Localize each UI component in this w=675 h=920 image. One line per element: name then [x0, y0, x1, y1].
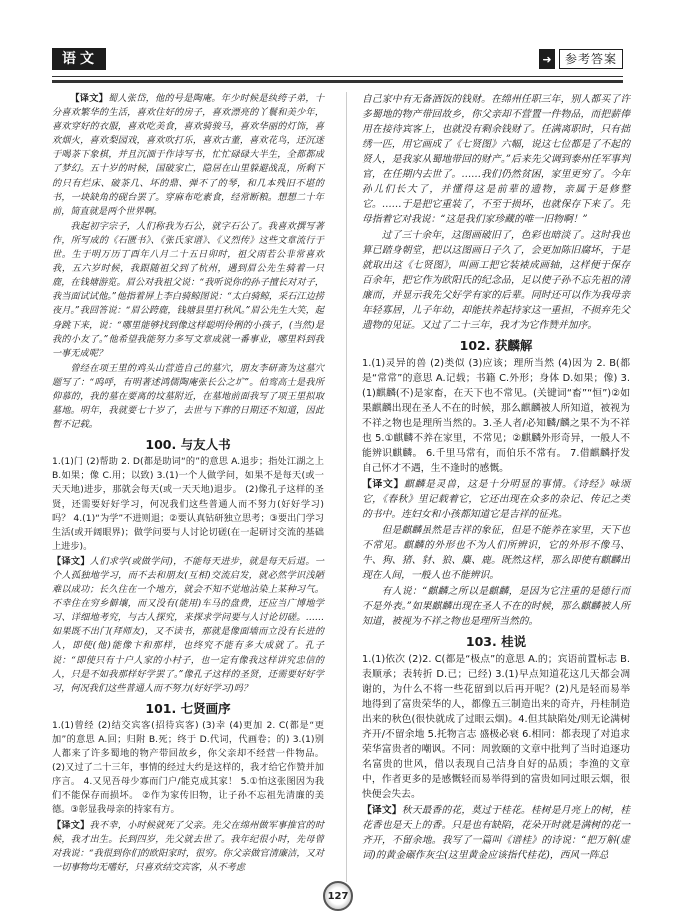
translation-99-part3: 曾经在项王里的鸡头山营造自己的墓穴，朋友李研斋为这墓穴题写了：“呜呼，有明著述鸿儒陶庵张长公之圹”。伯鸾高士是我所仰慕的，我的墓在要离的坟墓附近，在墓地前面我写了项王里拟取墓地。明年，我就要七十岁了，去世与下葬的日期还不知道，因此暂不记载。 — [52, 362, 324, 431]
left-column — [52, 92, 324, 876]
translation-101-part2: 自己家中有无备酒饭的钱财。在绵州任职三年，别人都买了许多蜀地的物产带回故乡，你父亲却不营置一件物品，而把薪俸用在接待宾客上，也就没有剩余钱财了。任满离职时，只有拙绣一匹，用它画成了《七贤图》六幅，说这七位都是了不起的贤人，是我家从蜀地带回的财产。”后来先父调到泰州任军事判官，在任期内去世了。……我们仍然贫困，家里更穷了。今年孙儿们长大了，并懂得这是前辈的遗物，亲属于是修整它。……于是把它重装了，不至于损坏，也就保存下来了。先母指着它对我说：“这是我们家珍藏的唯一旧物啊！” — [362, 94, 630, 225]
header-subject-area — [52, 48, 106, 70]
translation-label: 【译文】 — [52, 555, 90, 567]
column-divider — [346, 92, 347, 882]
header-rule-thick — [52, 80, 623, 83]
translation-102-part2: 但是麒麟虽然是吉祥的象征，但是不能养在家里，天下也不常见。麒麟的外形也不为人们所辨识，它的外形不像马、牛、狗、猪、豺、狼、麋、鹿。既然这样，那么即使有麒麟出现在人间，一般人也不能辨识。 — [362, 525, 630, 581]
arrow-icon: ➜ — [539, 49, 555, 69]
header-rule — [52, 76, 623, 77]
answers-101: 1.(1)曾经 (2)结交宾客(招待宾客) (3)幸 (4)更加 2. C(都是“更加”的意思 A.回；归附 B.死；终于 D.代词，代画卷；的) 3.(1)别人都来了许多蜀地的物产带回故乡，你父亲却不经营一件物品。 (2)又过了二十三年，事情的经过大约是这样的，我才给它作赞并加序言。 4.又见吾母少寡而门户/能克成其家！ 5.①怕这张图因为我们不能保存而损坏。 ②作为家传旧物，让子孙不忘祖先清廉的美德。③彰显我母亲的持家有方。 — [52, 719, 324, 816]
answers-label: 参考答案 — [559, 49, 623, 69]
answers-100: 1.(1)门 (2)帮助 2. D(都是助词“的”的意思 A.退步；指处江湖之上 B.如果；像 C.用；以致) 3.(1)一个人做学问，如果不是每天(或一天天地)进步，那就会每天(或一天天地)退步。 (2)像孔子这样的圣贤，还需要好好学习，何况我们这些普通人而不努力(好好学习)吗？ 4.(1)“为学”不进则退；②要认真钻研独立思考；③要出门学习生活(或开阔眼界)；做学问要与人讨论切磋(在一起研讨交流的基础上进步)。 — [52, 456, 324, 552]
translation-label: 【译文】 — [362, 479, 405, 490]
translation-99-part1: 【译文】蜀人张岱，他的号是陶庵。年少时候是纨绔子弟，十分喜欢繁华的生活，喜欢住好的房子，喜欢漂亮的丫鬟和美少年，喜欢穿好的衣服，喜欢吃美食，喜欢骑骏马，喜欢华丽的灯饰，喜欢烟火，喜欢梨园戏，喜欢吹打乐，喜欢古董，喜欢花鸟，还沉迷于喝茶下象棋，并且沉湎于作诗写书，忙忙碌碌大半生，全都都成了梦幻。五十岁的时候，国破家亡，隐居在山里躲避战乱，所剩下的只有烂床、破茶几、坏的鼎、弹不了的琴，和几本残旧不堪的书，一块缺角的砚台罢了。穿麻布吃素食，经常断粮。想想二十年前，简直就是两个世界啊。 — [52, 93, 325, 217]
answers-103: 1.(1)依次 (2)2. C(都是“极点”的意思 A.的；宾语前置标志 B.表顺承；表转折 D.已；已经) 3.(1)早点知道花这几天都会凋谢的，为什么不将一些花留到以后再开呢？(2)凡是轻而易举地得到了富贵荣华的人，都像五三制造出来的奇卉，丹桂制造出来的秋色(很快就成了过眼云烟)。4.但其缺陷处/则无论满树齐开/不留余地 5.托物言志 盛极必衰 6.相同：都表现了对追求荣华富贵者的嘲讽。不同：周敦颐的文章中批判了当时追逐功名富贵的世风，借以表现自己洁身自好的品质；李渔的文章中，作者更多的是感慨轻而易举得到的富贵如同过眼云烟，很快便会失去。 — [362, 654, 630, 800]
translation-label: 【译文】 — [52, 819, 90, 831]
section-title-103: 103. 桂说 — [465, 634, 527, 649]
section-title-102: 102. 获麟解 — [459, 338, 533, 353]
translation-label: 【译文】 — [362, 805, 402, 816]
page-number: 127 — [323, 881, 353, 911]
translation-99-part2: 我起初字宗子，人们称我为石公，就字石公了。我喜欢撰写著作，所写成的《石匮书》、《张氏家谱》、《义烈传》这些文章流行于世。生于明万历丁酉年八月二十五日卯时，祖父雨若公非常喜欢我，五六岁时候，我跟随祖父到了杭州，遇到眉公先生骑着一只鹿，在钱塘游览。眉公对我祖父说：“我听说你的孙子擅长对对子，我当面试试他。”他指着屏上李白骑鲸图说：“太白骑鲸，采石江边捞夜月。”我回答说：“眉公跨鹿，钱塘县里打秋风。”眉公先生大笑，起身跳下来，说：“哪里能够找到像这样聪明伶俐的小孩子，(当然)是我的小友了。”他希望我能努力多写文章成就一番事业，哪里料到我一事无成呢？ — [52, 220, 324, 359]
translation-102-part1: 【译文】麒麟是灵兽，这是十分明显的事情。《诗经》咏颂它，《春秋》里记载着它，它还出现在众多的杂记、传记之类的书中。连妇女和小孩都知道它是吉祥的征兆。 — [362, 479, 631, 520]
subject-label: 语文 — [52, 48, 106, 70]
section-title-101: 101. 七贤画序 — [145, 700, 231, 716]
header-answers-area — [539, 48, 623, 70]
translation-label: 【译文】 — [70, 93, 108, 104]
right-column — [362, 92, 630, 864]
translation-101-part1: 【译文】我不幸，小时候就死了父亲。先父在绵州做军事推官的时候，我才出生。长到四岁，先父就去世了。我年纪很小时，先母曾对我说：“我很到你们的欧阳家时，很穷。你父亲做官清廉洁，又对一切事物均无嗜好，只喜欢结交宾客，从不考虑 — [52, 819, 325, 873]
answers-102: 1.(1)灵异的兽 (2)类似 (3)应该；理所当然 (4)因为 2. B(都是“常常”的意思 A.记载；书籍 C.外形；身体 D.如果；像) 3.(1)麒麟(不)是家畜，在天下也不常见。(关键词“畜”“恒”)②如果麒麟出现在圣人不在的时候，那么麒麟被人所知道，被视为不祥之物也是理所当然的。3.圣人者/必知麟/麟之果不为不祥也 5.①麒麟不养在家里，不常见；②麒麟外形奇异，一般人不能辨识麒麟。 6.千里马常有，而伯乐不常有。 7.借麒麟抒发自己怀才不遇，生不逢时的感慨。 — [362, 358, 630, 474]
translation-100: 【译文】人们求学(或做学问)，不能每天进步，就是每天后退。一个人孤独地学习，而不去和朋友(互相)交流启发，就必然学识浅陋难以成功；长久住在一个地方，就会不知不觉地沾染上某种习气。不幸住在穷乡僻壤，而又没有(能用)车马的盘费，还应当广博地学习、详细地考究，与古人探究，来探求学问要与人讨论切磋。……如果既不出门(拜师友)，又不读书，那就是像面墙而立没有长进的人，即使(他)能像卞和那样，也终究不能有多大成就了。孔子说：“即使只有十户人家的小村子，也一定有像我这样讲究忠信的人，只是不如我那样好学罢了。”像孔子这样的圣贤，还需要好好学习，何况我们这些普通人而不努力(好好学习)吗？ — [52, 555, 324, 694]
page-number-badge — [322, 880, 354, 912]
translation-101-part3: 过了三十余年，这图画破旧了，色彩也暗淡了。这时我也算已踏身朝堂，把以这图画日子久了，会更加陈旧腐坏，于是就取出这《七贤图》，叫画工把它装裱成画轴，这样便于保存百余年，把它作为欧阳氏的纪念品，足以使子孙不忘先祖的清廉而，并显示我先父好学有家的后辈。同时还可以作为我母亲年轻寡居，儿子年幼，却能扶养起持家这一重担，不损弃先父遗物的见证。又过了二十三年，我才为它作赞并加序。 — [362, 230, 630, 331]
translation-103: 【译文】秋天最香的花，莫过于桂花。桂树是月亮上的树，桂花香也是天上的香。只是也有缺陷，花朵开时就是满树的花一齐开，不留余地。我写了一篇叫《谱桂》的诗说：“把万斛(虚词)的黄金碾作灰尘(这里黄金应该指代桂花)，西风一阵总 — [362, 805, 631, 861]
translation-102-part3: 有人说：“麒麟之所以是麒麟，是因为它注重的是德行而不是外表。”如果麒麟出现在圣人不在的时候，那么麒麟被人所知道，被视为不祥之物也是理所当然的。 — [362, 586, 630, 627]
section-title-100: 100. 与友人书 — [145, 437, 231, 453]
